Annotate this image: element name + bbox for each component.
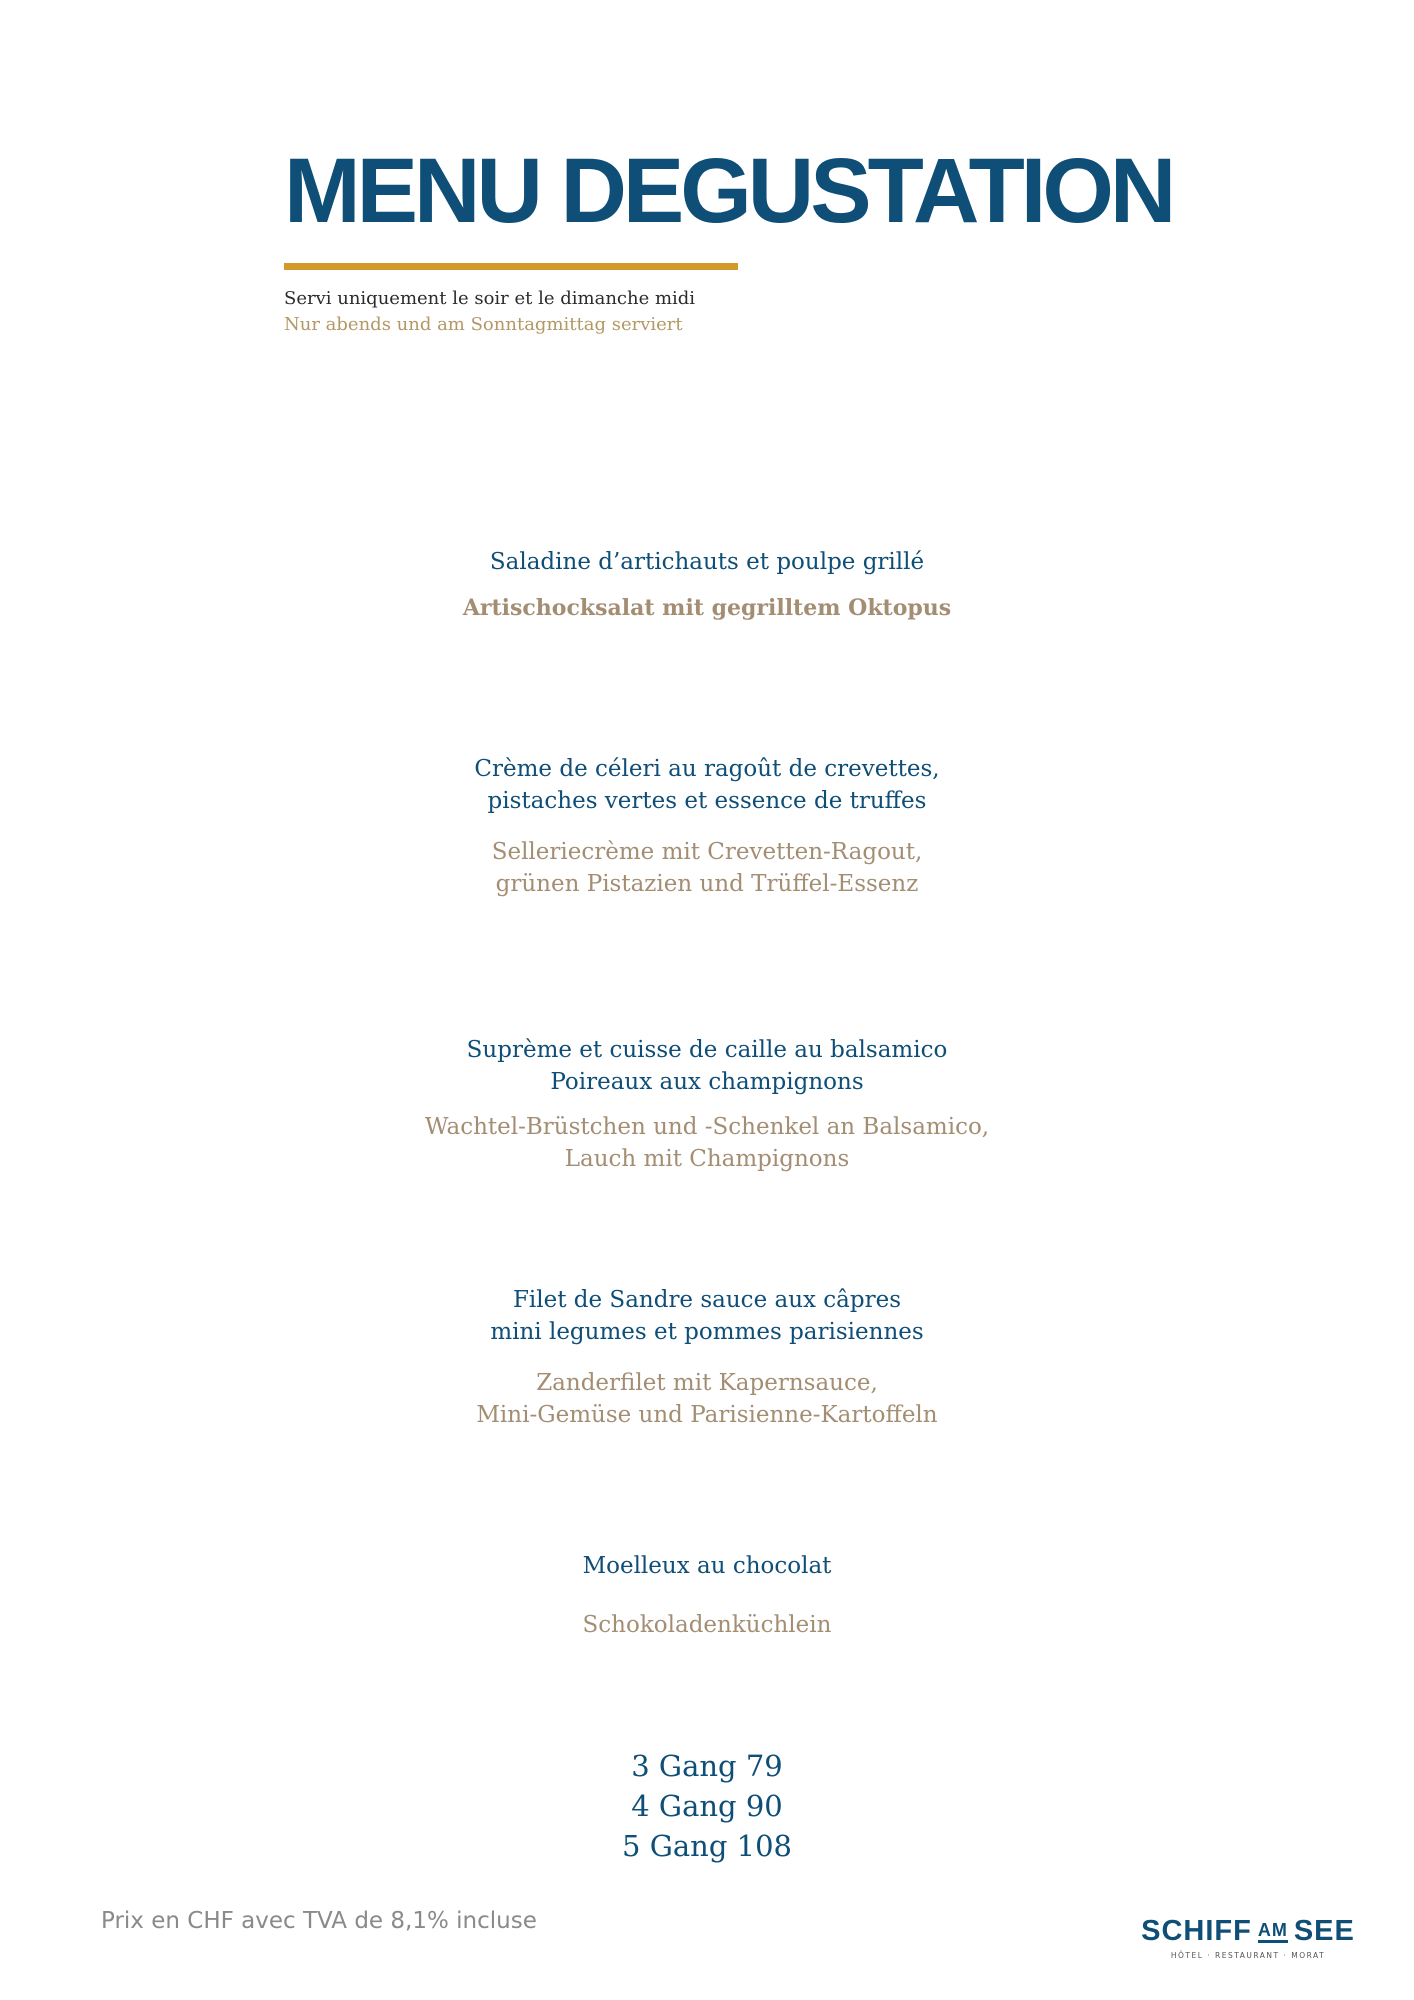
course-4-fr-line: mini legumes et pommes parisiennes	[490, 1319, 924, 1345]
price-list	[0, 1746, 1414, 1866]
course-5	[0, 1550, 1414, 1641]
course-3-fr	[0, 1034, 1414, 1098]
course-5-fr	[0, 1550, 1414, 1582]
course-1-fr	[0, 546, 1414, 578]
title-underline	[284, 263, 738, 270]
course-3	[0, 1034, 1414, 1175]
course-5-fr-line: Moelleux au chocolat	[582, 1553, 832, 1579]
course-2-fr-line: pistaches vertes et essence de truffes	[487, 788, 927, 814]
price-3-course: 3 Gang 79	[631, 1749, 783, 1783]
course-2-de-line: Selleriecrème mit Crevetten-Ragout,	[491, 839, 923, 865]
menu-header	[284, 140, 1184, 335]
course-4-de	[0, 1367, 1414, 1431]
course-2-fr	[0, 753, 1414, 817]
logo-tagline: HÔTEL · RESTAURANT · MORAT	[1170, 1951, 1326, 1960]
logo-text-left: SCHIFF	[1141, 1915, 1252, 1947]
course-2-de-line: grünen Pistazien und Trüffel-Essenz	[495, 871, 919, 897]
course-1-fr-line: Saladine d’artichauts et poulpe grillé	[489, 549, 925, 575]
course-4-fr-line: Filet de Sandre sauce aux câpres	[512, 1287, 902, 1313]
course-4-fr	[0, 1284, 1414, 1348]
logo-text-right: SEE	[1293, 1915, 1355, 1947]
page-title: MENU DEGUSTATION	[284, 140, 1173, 242]
course-3-de-line: Lauch mit Champignons	[564, 1146, 850, 1172]
course-4-de-line: Mini-Gemüse und Parisienne-Kartoffeln	[476, 1402, 938, 1428]
logo-text-am: AM	[1258, 1921, 1288, 1943]
course-1	[0, 546, 1414, 624]
subtitle-de: Nur abends und am Sonntagmittag serviert	[284, 313, 683, 335]
schiff-am-see-logo	[1134, 1917, 1362, 1960]
course-3-de	[0, 1111, 1414, 1175]
course-1-de-line: Artischocksalat mit gegrilltem Oktopus	[462, 595, 952, 621]
course-2-fr-line: Crème de céleri au ragoût de crevettes,	[474, 756, 940, 782]
price-5-course: 5 Gang 108	[622, 1829, 792, 1863]
subtitle-fr: Servi uniquement le soir et le dimanche midi	[284, 288, 696, 309]
course-2	[0, 753, 1414, 900]
course-4-de-line: Zanderfilet mit Kapernsauce,	[536, 1370, 878, 1396]
course-3-fr-line: Suprème et cuisse de caille au balsamico	[466, 1037, 948, 1063]
course-3-fr-line: Poireaux aux champignons	[550, 1069, 864, 1095]
logo-wordmark	[1134, 1917, 1362, 1946]
course-2-de	[0, 836, 1414, 900]
price-note: Prix en CHF avec TVA de 8,1% incluse	[101, 1908, 537, 1934]
course-5-de-line: Schokoladenküchlein	[582, 1612, 832, 1638]
course-5-de	[0, 1609, 1414, 1641]
course-1-de	[0, 592, 1414, 624]
course-4	[0, 1284, 1414, 1431]
price-4-course: 4 Gang 90	[631, 1789, 783, 1823]
course-3-de-line: Wachtel-Brüstchen und -Schenkel an Balsamico,	[424, 1114, 990, 1140]
